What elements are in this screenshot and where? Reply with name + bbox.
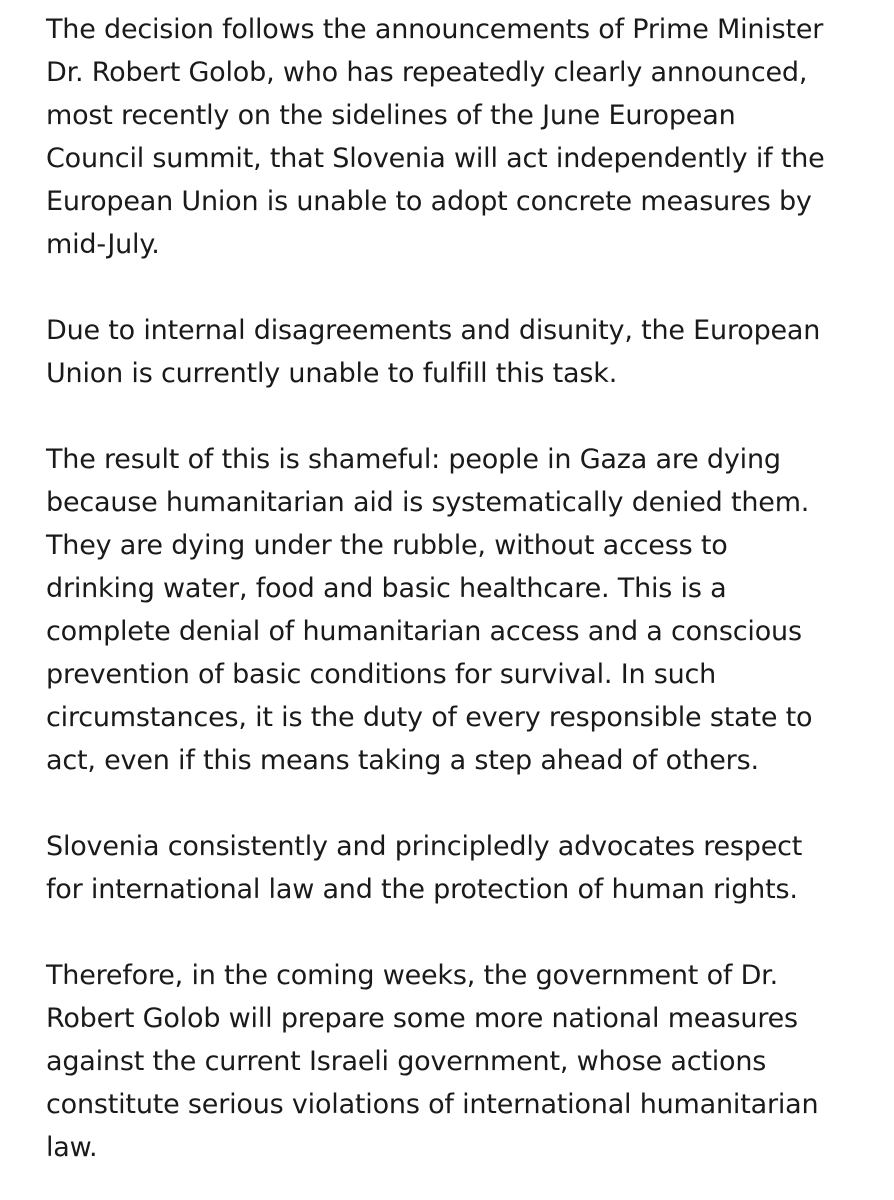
text-line: drinking water, food and basic healthcare. This is a (46, 573, 727, 604)
text-line: Robert Golob will prepare some more national measures (46, 1003, 798, 1034)
paragraph (46, 438, 874, 782)
text-line: The result of this is shameful: people in Gaza are dying (46, 444, 781, 475)
text-line: law. (46, 1132, 98, 1163)
text-line: prevention of basic conditions for survival. In such (46, 659, 717, 690)
text-line: Dr. Robert Golob, who has repeatedly clearly announced, (46, 57, 808, 88)
text-line: Slovenia consistently and principledly advocates respect (46, 831, 803, 862)
text-line: The decision follows the announcements of Prime Minister (46, 14, 824, 45)
text-line: against the current Israeli government, whose actions (46, 1046, 767, 1077)
text-line: for international law and the protection of human rights. (46, 874, 798, 905)
paragraph (46, 954, 874, 1169)
text-line: most recently on the sidelines of the June European (46, 100, 736, 131)
text-line: Due to internal disagreements and disunity, the European (46, 315, 821, 346)
text-line: European Union is unable to adopt concrete measures by (46, 186, 812, 217)
text-line: constitute serious violations of international humanitarian (46, 1089, 819, 1120)
text-line: circumstances, it is the duty of every responsible state to (46, 702, 813, 733)
text-line: mid-July. (46, 229, 160, 260)
text-line: Therefore, in the coming weeks, the government of Dr. (46, 960, 778, 991)
paragraph (46, 825, 874, 911)
text-line: Council summit, that Slovenia will act independently if the (46, 143, 825, 174)
paragraph (46, 309, 874, 395)
text-line: Union is currently unable to fulfill this task. (46, 358, 618, 389)
text-line: complete denial of humanitarian access and a conscious (46, 616, 802, 647)
paragraph (46, 8, 874, 266)
text-line: They are dying under the rubble, without access to (46, 530, 728, 561)
text-line: act, even if this means taking a step ahead of others. (46, 745, 759, 776)
text-line: because humanitarian aid is systematically denied them. (46, 487, 810, 518)
